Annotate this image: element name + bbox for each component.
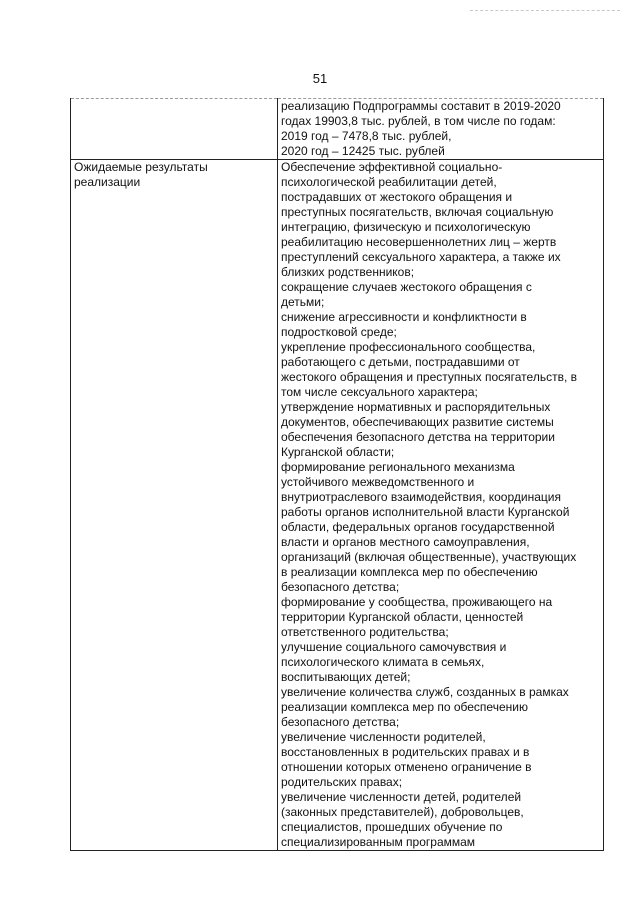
- label-line: Ожидаемые результаты: [74, 160, 208, 174]
- content-line: подростковой среде;: [281, 325, 397, 339]
- content-line: утверждение нормативных и распорядительных: [281, 400, 551, 414]
- row-content-cell: [278, 99, 604, 160]
- content-line: работающего с детьми, пострадавшими от: [281, 355, 520, 369]
- content-line: реализацию Подпрограммы составит в 2019-2020: [281, 99, 561, 113]
- row-content-cell: [278, 160, 604, 851]
- content-line: близких родственников;: [281, 265, 415, 279]
- content-line: формирование у сообщества, проживающего на: [281, 595, 553, 609]
- row-label-cell: [71, 160, 278, 851]
- table-row: [71, 99, 604, 160]
- content-line: преступлений сексуального характера, а также их: [281, 250, 561, 264]
- content-line: специализированным программам: [281, 835, 476, 849]
- content-line: жестокого обращения и преступных посягательств, в: [281, 370, 577, 384]
- content-line: родительских правах;: [281, 775, 403, 789]
- content-line: снижение агрессивности и конфликтности в: [281, 310, 527, 324]
- content-line: восстановленных в родительских правах и в: [281, 745, 530, 759]
- content-line: документов, обеспечивающих развитие системы: [281, 415, 554, 429]
- content-line: преступных посягательств, включая социальную: [281, 205, 554, 219]
- content-line: увеличение количества служб, созданных в рамках: [281, 685, 569, 699]
- page-number: 51: [312, 71, 328, 86]
- content-line: психологического климата в семьях,: [281, 655, 485, 669]
- content-line: интеграцию, физическую и психологическую: [281, 220, 531, 234]
- content-line: реабилитацию несовершеннолетних лиц – жертв: [281, 235, 557, 249]
- content-line: устойчивого межведомственного и: [281, 475, 475, 489]
- table-row: [71, 160, 604, 851]
- label-line: реализации: [74, 175, 141, 189]
- content-line: Курганской области;: [281, 445, 395, 459]
- content-line: безопасного детства;: [281, 715, 400, 729]
- content-line: (законных представителей), добровольцев,: [281, 805, 524, 819]
- content-line: сокращение случаев жестокого обращения с: [281, 280, 532, 294]
- content-line: психологической реабилитации детей,: [281, 175, 497, 189]
- content-line: 2020 год – 12425 тыс. рублей: [281, 144, 445, 158]
- content-line: увеличение численности родителей,: [281, 730, 486, 744]
- content-line: реализации комплекса мер по обеспечению: [281, 700, 528, 714]
- program-table: [70, 98, 604, 851]
- content-line: 2019 год – 7478,8 тыс. рублей,: [281, 129, 452, 143]
- row-label-cell: [71, 99, 278, 160]
- content-line: пострадавших от жестокого обращения и: [281, 190, 513, 204]
- content-line: том числе сексуального характера;: [281, 385, 478, 399]
- content-line: формирование регионального механизма: [281, 460, 515, 474]
- content-line: области, федеральных органов государственной: [281, 520, 555, 534]
- content-line: ответственного родительства;: [281, 625, 449, 639]
- content-line: отношении которых отменено ограничение в: [281, 760, 532, 774]
- content-line: укрепление профессионального сообщества,: [281, 340, 536, 354]
- content-line: Обеспечение эффективной социально-: [281, 160, 503, 174]
- content-line: территории Курганской области, ценностей: [281, 610, 524, 624]
- content-line: годах 19903,8 тыс. рублей, в том числе по годам:: [281, 114, 556, 128]
- content-line: воспитывающих детей;: [281, 670, 411, 684]
- content-line: внутриотраслевого взаимодействия, координация: [281, 490, 561, 504]
- content-line: организаций (включая общественные), участвующих: [281, 550, 577, 564]
- content-line: специалистов, прошедших обучение по: [281, 820, 503, 834]
- scan-artifact-line: [470, 10, 620, 11]
- content-line: безопасного детства;: [281, 580, 400, 594]
- content-line: детьми;: [281, 295, 325, 309]
- content-line: власти и органов местного самоуправления,: [281, 535, 530, 549]
- content-line: в реализации комплекса мер по обеспечению: [281, 565, 538, 579]
- content-line: работы органов исполнительной власти Курганской: [281, 505, 570, 519]
- content-line: обеспечения безопасного детства на территории: [281, 430, 555, 444]
- content-line: улучшение социального самочувствия и: [281, 640, 507, 654]
- content-line: увеличение численности детей, родителей: [281, 790, 522, 804]
